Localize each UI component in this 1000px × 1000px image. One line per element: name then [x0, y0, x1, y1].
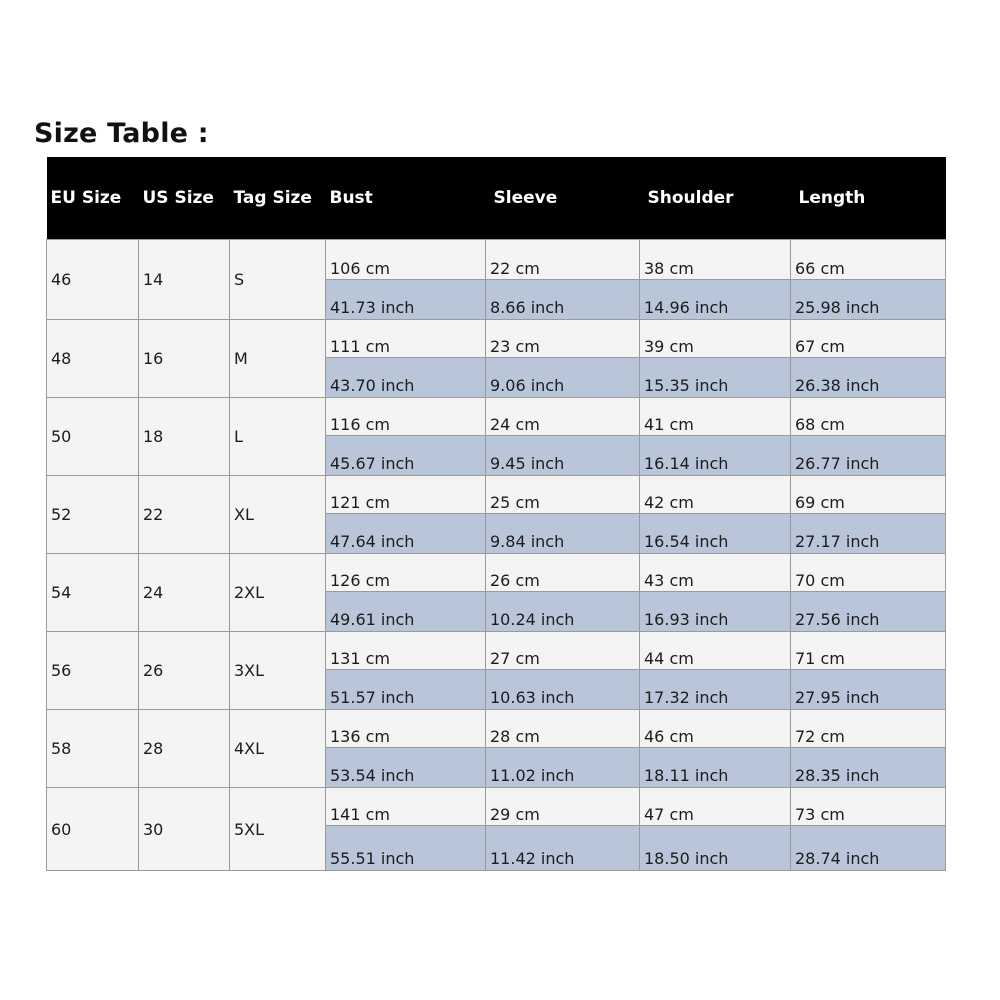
length-inch-cell: 27.56 inch	[791, 592, 946, 632]
sleeve-cm-cell: 28 cm	[486, 710, 640, 748]
table-row-cm	[47, 632, 946, 670]
us-size-cell: 30	[139, 788, 230, 871]
sleeve-cm-cell: 24 cm	[486, 398, 640, 436]
shoulder-inch-cell: 18.50 inch	[640, 826, 791, 871]
shoulder-inch-cell: 17.32 inch	[640, 670, 791, 710]
shoulder-cm-cell: 44 cm	[640, 632, 791, 670]
table-row-cm	[47, 554, 946, 592]
bust-cm-cell: 111 cm	[326, 320, 486, 358]
bust-inch-cell: 47.64 inch	[326, 514, 486, 554]
bust-cm-cell: 131 cm	[326, 632, 486, 670]
tag-size-cell: 2XL	[230, 554, 326, 632]
us-size-cell: 28	[139, 710, 230, 788]
table-row-cm	[47, 476, 946, 514]
header-length: Length	[791, 157, 946, 240]
sleeve-inch-cell: 10.63 inch	[486, 670, 640, 710]
us-size-cell: 16	[139, 320, 230, 398]
shoulder-cm-cell: 42 cm	[640, 476, 791, 514]
shoulder-inch-cell: 16.93 inch	[640, 592, 791, 632]
us-size-cell: 14	[139, 240, 230, 320]
tag-size-cell: 4XL	[230, 710, 326, 788]
length-inch-cell: 28.74 inch	[791, 826, 946, 871]
eu-size-cell: 50	[47, 398, 139, 476]
bust-cm-cell: 106 cm	[326, 240, 486, 280]
table-row-cm	[47, 710, 946, 748]
sleeve-cm-cell: 29 cm	[486, 788, 640, 826]
length-cm-cell: 69 cm	[791, 476, 946, 514]
tag-size-cell: 3XL	[230, 632, 326, 710]
eu-size-cell: 52	[47, 476, 139, 554]
page-title: Size Table :	[34, 118, 209, 149]
tag-size-cell: S	[230, 240, 326, 320]
shoulder-cm-cell: 46 cm	[640, 710, 791, 748]
shoulder-cm-cell: 38 cm	[640, 240, 791, 280]
eu-size-cell: 60	[47, 788, 139, 871]
bust-inch-cell: 49.61 inch	[326, 592, 486, 632]
eu-size-cell: 56	[47, 632, 139, 710]
eu-size-cell: 46	[47, 240, 139, 320]
sleeve-cm-cell: 25 cm	[486, 476, 640, 514]
sleeve-cm-cell: 22 cm	[486, 240, 640, 280]
us-size-cell: 24	[139, 554, 230, 632]
size-table	[46, 157, 946, 871]
length-cm-cell: 66 cm	[791, 240, 946, 280]
shoulder-inch-cell: 16.14 inch	[640, 436, 791, 476]
length-cm-cell: 70 cm	[791, 554, 946, 592]
bust-cm-cell: 121 cm	[326, 476, 486, 514]
table-header	[47, 157, 946, 240]
shoulder-cm-cell: 41 cm	[640, 398, 791, 436]
length-inch-cell: 28.35 inch	[791, 748, 946, 788]
eu-size-cell: 58	[47, 710, 139, 788]
sleeve-inch-cell: 9.45 inch	[486, 436, 640, 476]
bust-cm-cell: 136 cm	[326, 710, 486, 748]
header-eu-size: EU Size	[47, 157, 139, 240]
shoulder-inch-cell: 16.54 inch	[640, 514, 791, 554]
length-cm-cell: 73 cm	[791, 788, 946, 826]
sleeve-inch-cell: 9.06 inch	[486, 358, 640, 398]
sleeve-inch-cell: 11.02 inch	[486, 748, 640, 788]
tag-size-cell: XL	[230, 476, 326, 554]
eu-size-cell: 48	[47, 320, 139, 398]
tag-size-cell: 5XL	[230, 788, 326, 871]
sleeve-cm-cell: 23 cm	[486, 320, 640, 358]
sleeve-inch-cell: 11.42 inch	[486, 826, 640, 871]
table-row-cm	[47, 788, 946, 826]
bust-inch-cell: 53.54 inch	[326, 748, 486, 788]
header-sleeve: Sleeve	[486, 157, 640, 240]
us-size-cell: 18	[139, 398, 230, 476]
us-size-cell: 26	[139, 632, 230, 710]
shoulder-inch-cell: 15.35 inch	[640, 358, 791, 398]
sleeve-inch-cell: 8.66 inch	[486, 280, 640, 320]
us-size-cell: 22	[139, 476, 230, 554]
length-inch-cell: 26.38 inch	[791, 358, 946, 398]
length-inch-cell: 27.95 inch	[791, 670, 946, 710]
sleeve-cm-cell: 27 cm	[486, 632, 640, 670]
length-inch-cell: 26.77 inch	[791, 436, 946, 476]
shoulder-cm-cell: 43 cm	[640, 554, 791, 592]
shoulder-inch-cell: 14.96 inch	[640, 280, 791, 320]
tag-size-cell: M	[230, 320, 326, 398]
table-body	[47, 240, 946, 871]
header-tag-size: Tag Size	[230, 157, 326, 240]
header-shoulder: Shoulder	[640, 157, 791, 240]
bust-cm-cell: 116 cm	[326, 398, 486, 436]
shoulder-inch-cell: 18.11 inch	[640, 748, 791, 788]
bust-cm-cell: 126 cm	[326, 554, 486, 592]
header-row	[47, 157, 946, 240]
table-row-cm	[47, 398, 946, 436]
length-cm-cell: 72 cm	[791, 710, 946, 748]
sleeve-cm-cell: 26 cm	[486, 554, 640, 592]
sleeve-inch-cell: 9.84 inch	[486, 514, 640, 554]
eu-size-cell: 54	[47, 554, 139, 632]
bust-inch-cell: 51.57 inch	[326, 670, 486, 710]
bust-inch-cell: 41.73 inch	[326, 280, 486, 320]
length-cm-cell: 71 cm	[791, 632, 946, 670]
shoulder-cm-cell: 39 cm	[640, 320, 791, 358]
bust-cm-cell: 141 cm	[326, 788, 486, 826]
table-row-cm	[47, 240, 946, 280]
length-cm-cell: 68 cm	[791, 398, 946, 436]
header-us-size: US Size	[139, 157, 230, 240]
tag-size-cell: L	[230, 398, 326, 476]
bust-inch-cell: 45.67 inch	[326, 436, 486, 476]
shoulder-cm-cell: 47 cm	[640, 788, 791, 826]
table-row-cm	[47, 320, 946, 358]
sleeve-inch-cell: 10.24 inch	[486, 592, 640, 632]
length-inch-cell: 25.98 inch	[791, 280, 946, 320]
header-bust: Bust	[326, 157, 486, 240]
length-cm-cell: 67 cm	[791, 320, 946, 358]
bust-inch-cell: 55.51 inch	[326, 826, 486, 871]
bust-inch-cell: 43.70 inch	[326, 358, 486, 398]
length-inch-cell: 27.17 inch	[791, 514, 946, 554]
